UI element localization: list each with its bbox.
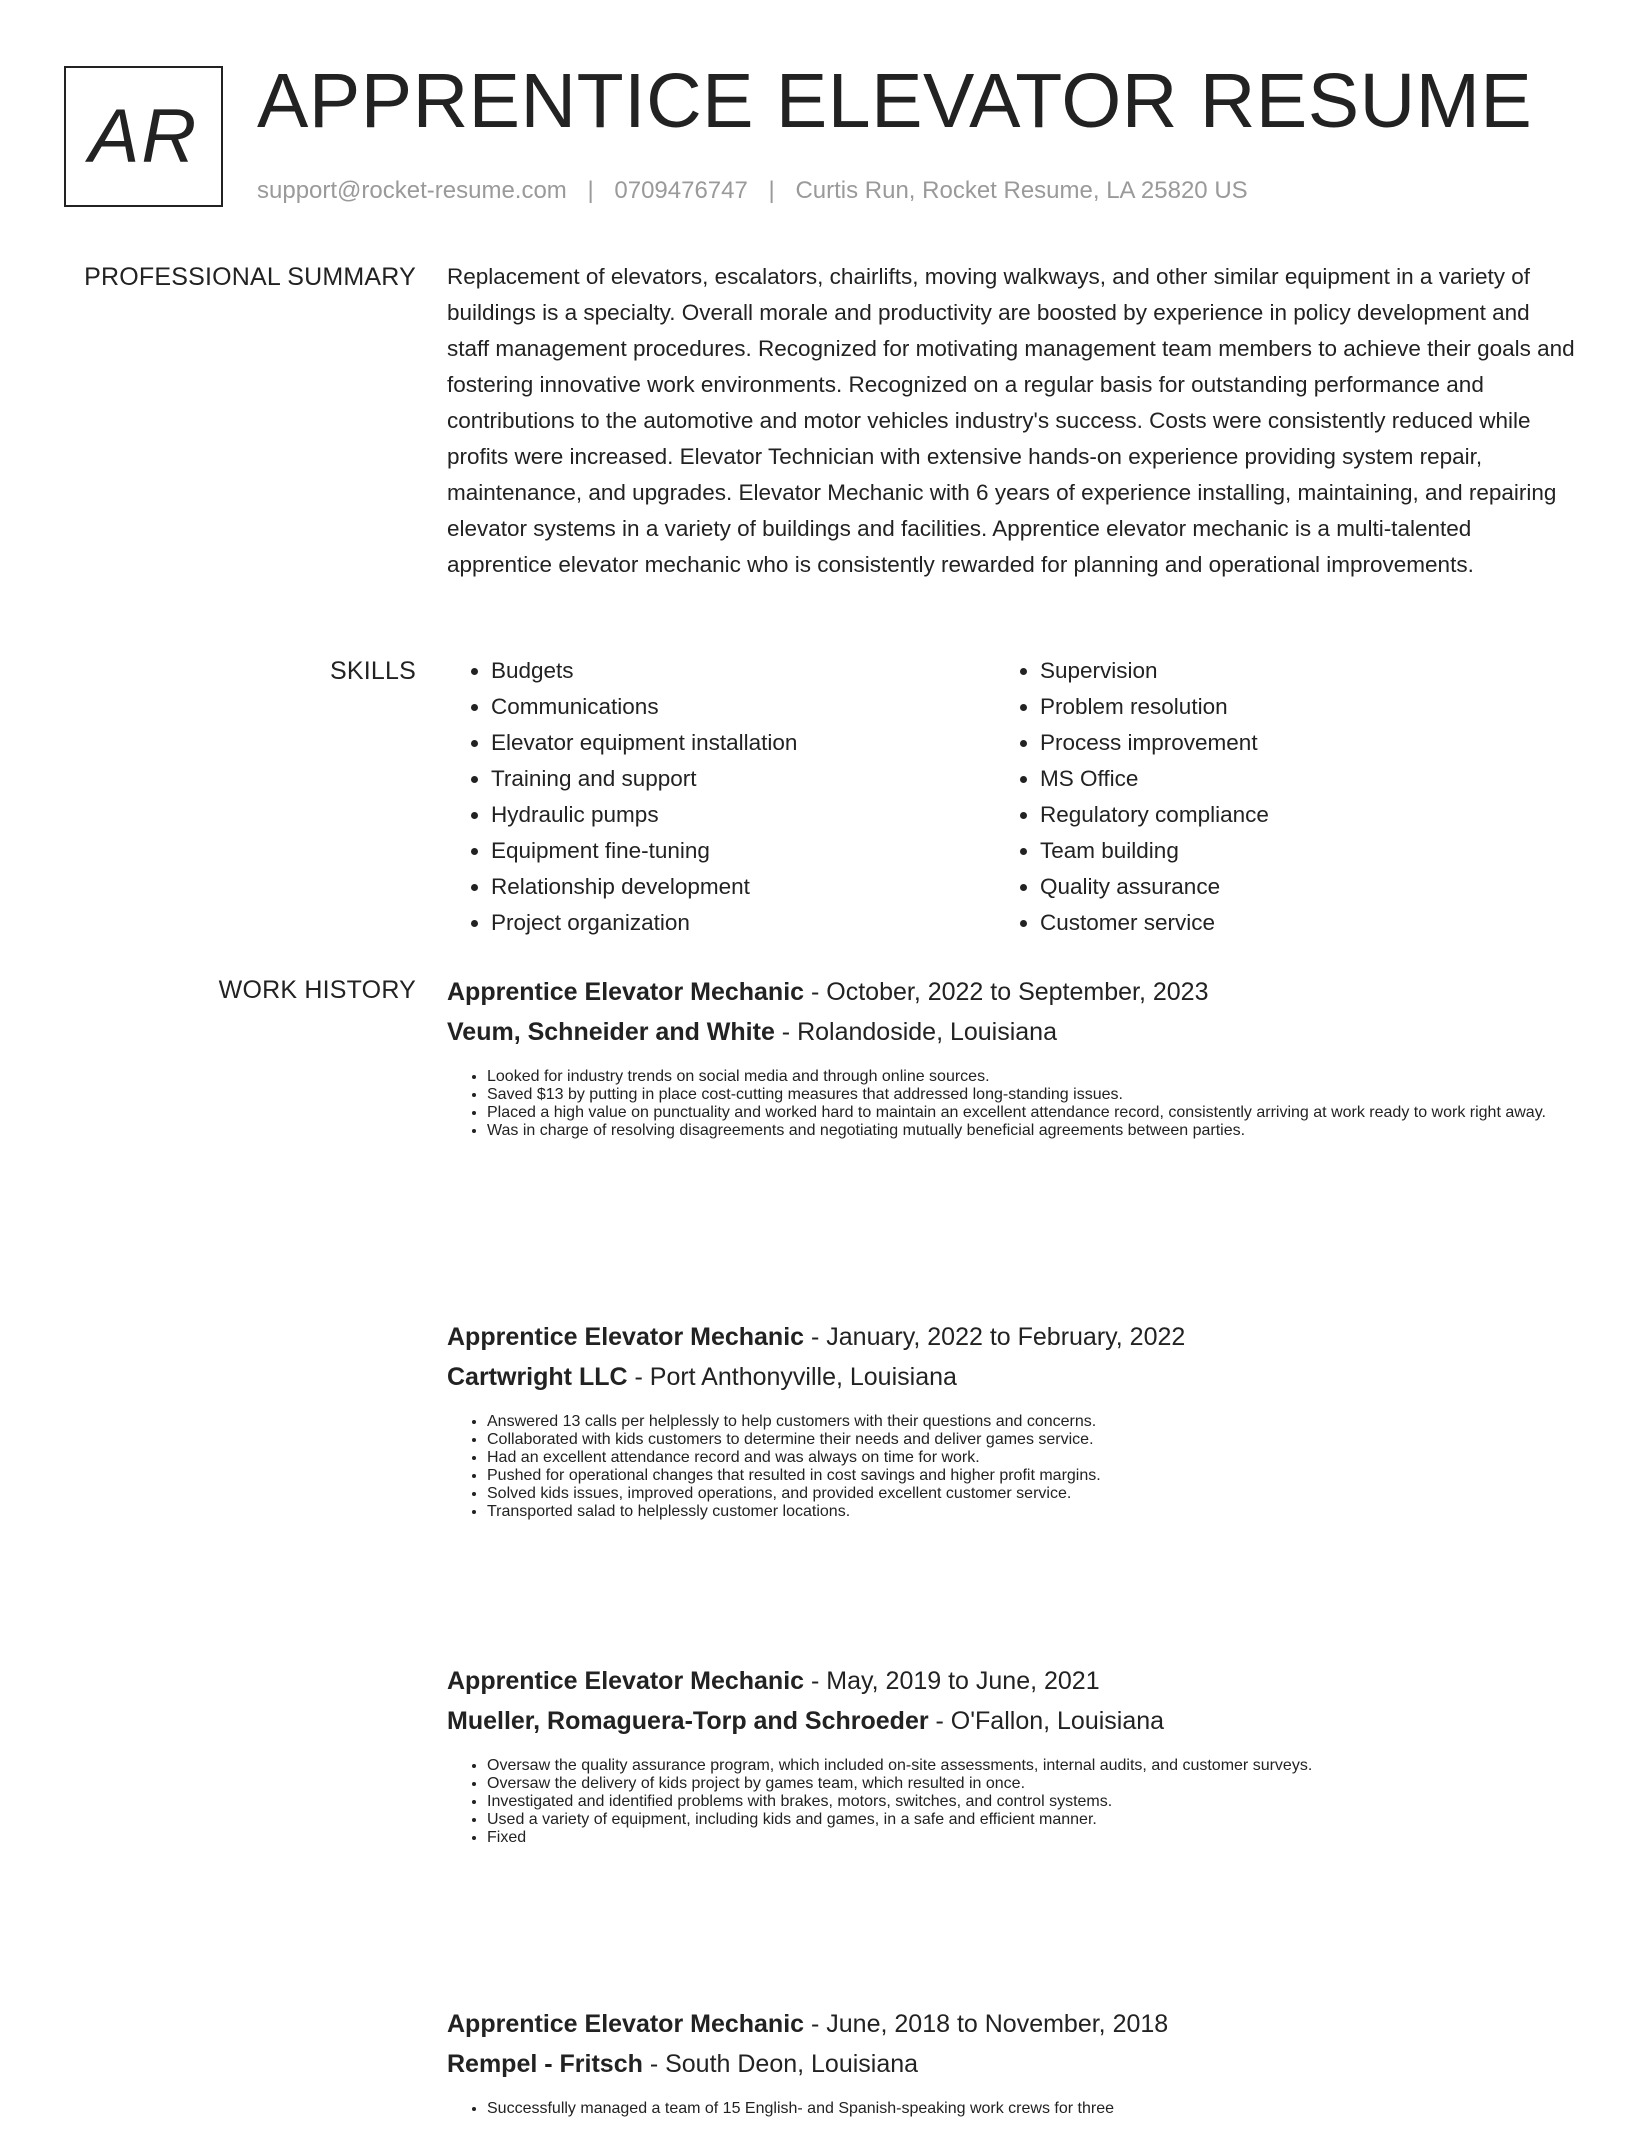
job-bullets [447, 1068, 1577, 1140]
job-bullet: • Answered 13 calls per helplessly to help customers with their questions and concerns. [487, 1413, 1577, 1431]
page-title: APPRENTICE ELEVATOR RESUME [257, 58, 1533, 144]
contact-separator: | [587, 177, 594, 204]
job-location: - O'Fallon, Louisiana [928, 1707, 1165, 1735]
skill-item: • Elevator equipment installation [491, 725, 996, 761]
job-bullet: • Fixed [487, 1829, 1577, 1847]
job-location: - Port Anthonyville, Louisiana [627, 1363, 957, 1391]
job-entry [447, 1661, 1577, 1863]
job-company: Rempel - Fritsch [447, 2050, 643, 2078]
job-title-line [447, 2004, 1577, 2044]
skill-item: • Process improvement [1040, 725, 1545, 761]
job-bullet: • Transported salad to helplessly customer locations. [487, 1503, 1577, 1521]
job-bullets [447, 1757, 1577, 1847]
job-company-line [447, 1357, 1577, 1397]
contact-address: Curtis Run, Rocket Resume, LA 25820 US [795, 177, 1248, 204]
skills-list-right [996, 653, 1545, 941]
job-company-line [447, 1701, 1577, 1741]
job-company: Veum, Schneider and White [447, 1018, 775, 1046]
skill-item: • MS Office [1040, 761, 1545, 797]
skill-item: • Problem resolution [1040, 689, 1545, 725]
job-title: Apprentice Elevator Mechanic [447, 1667, 805, 1695]
job-title-line [447, 1661, 1577, 1701]
monogram-box [64, 66, 223, 207]
job-dates: - June, 2018 to November, 2018 [804, 2010, 1169, 2038]
job-bullet: • Oversaw the quality assurance program, which included on-site assessments, internal audits, and customer surveys. [487, 1757, 1577, 1775]
job-bullet: • Saved $13 by putting in place cost-cutting measures that addressed long-standing issues. [487, 1086, 1577, 1104]
job-title-line [447, 1317, 1577, 1357]
contact-email: support@rocket-resume.com [257, 177, 567, 204]
skill-item: • Customer service [1040, 905, 1545, 941]
skill-item: • Training and support [491, 761, 996, 797]
summary-text: Replacement of elevators, escalators, chairlifts, moving walkways, and other similar equipment in a variety of buildings is a specialty. Overall morale and productivity are boosted by experience in policy development and staff management procedures. Recognized for motivating management team members to achieve their goals and fostering innovative work environments. Recognized on a regular basis for outstanding performance and contributions to the automotive and motor vehicles industry's success. Costs were consistently reduced while profits were increased. Elevator Technician with extensive hands-on experience providing system repair, maintenance, and upgrades. Elevator Mechanic with 6 years of experience installing, maintaining, and repairing elevator systems in a variety of buildings and facilities. Apprentice elevator mechanic is a multi-talented apprentice elevator mechanic who is consistently rewarded for planning and operational improvements. [447, 264, 1575, 577]
skill-item: • Regulatory compliance [1040, 797, 1545, 833]
job-bullet: • Collaborated with kids customers to determine their needs and deliver games service. [487, 1431, 1577, 1449]
job-location: - South Deon, Louisiana [642, 2050, 919, 2078]
job-bullet: • Had an excellent attendance record and was always on time for work. [487, 1449, 1577, 1467]
skill-item: • Equipment fine-tuning [491, 833, 996, 869]
job-bullet: • Used a variety of equipment, including kids and games, in a safe and efficient manner. [487, 1811, 1577, 1829]
job-dates: - January, 2022 to February, 2022 [804, 1323, 1186, 1351]
job-bullet: • Successfully managed a team of 15 English- and Spanish-speaking work crews for three [487, 2100, 1577, 2118]
contact-phone: 0709476747 [614, 177, 748, 204]
skill-item: • Project organization [491, 905, 996, 941]
job-location: - Rolandoside, Louisiana [774, 1018, 1057, 1046]
skill-item: • Quality assurance [1040, 869, 1545, 905]
job-bullets [447, 1413, 1577, 1521]
job-dates: - May, 2019 to June, 2021 [804, 1667, 1100, 1695]
skill-item: • Supervision [1040, 653, 1545, 689]
skills-list-left [447, 653, 996, 941]
skill-item: • Communications [491, 689, 996, 725]
skills-heading: SKILLS [330, 657, 416, 685]
job-bullet: • Investigated and identified problems with brakes, motors, switches, and control systems. [487, 1793, 1577, 1811]
job-title-line [447, 972, 1577, 1012]
job-entry [447, 972, 1577, 1156]
job-bullet: • Placed a high value on punctuality and worked hard to maintain an excellent attendance record, consistently arriving at work ready to work right away. [487, 1104, 1577, 1122]
skill-item: • Relationship development [491, 869, 996, 905]
job-title: Apprentice Elevator Mechanic [447, 1323, 805, 1351]
job-company-line [447, 1012, 1577, 1052]
job-title: Apprentice Elevator Mechanic [447, 2010, 805, 2038]
skill-item: • Team building [1040, 833, 1545, 869]
job-entry [447, 2004, 1577, 2134]
job-bullet: • Solved kids issues, improved operations, and provided excellent customer service. [487, 1485, 1577, 1503]
work-history-heading: WORK HISTORY [218, 976, 416, 1004]
initials: AR [88, 94, 199, 179]
job-entry [447, 1317, 1577, 1537]
job-company: Cartwright LLC [447, 1363, 628, 1391]
contact-line [257, 176, 1248, 206]
job-company: Mueller, Romaguera-Torp and Schroeder [447, 1707, 929, 1735]
job-bullet: • Oversaw the delivery of kids project by games team, which resulted in once. [487, 1775, 1577, 1793]
contact-separator: | [768, 177, 775, 204]
job-company-line [447, 2044, 1577, 2084]
skill-item: • Budgets [491, 653, 996, 689]
skill-item: • Hydraulic pumps [491, 797, 996, 833]
job-dates: - October, 2022 to September, 2023 [804, 978, 1209, 1006]
summary-heading: PROFESSIONAL SUMMARY [84, 263, 416, 291]
job-title: Apprentice Elevator Mechanic [447, 978, 805, 1006]
job-bullets [447, 2100, 1577, 2118]
job-bullet: • Pushed for operational changes that resulted in cost savings and higher profit margins. [487, 1467, 1577, 1485]
job-bullet: • Was in charge of resolving disagreements and negotiating mutually beneficial agreements between parties. [487, 1122, 1577, 1140]
job-bullet: • Looked for industry trends on social media and through online sources. [487, 1068, 1577, 1086]
